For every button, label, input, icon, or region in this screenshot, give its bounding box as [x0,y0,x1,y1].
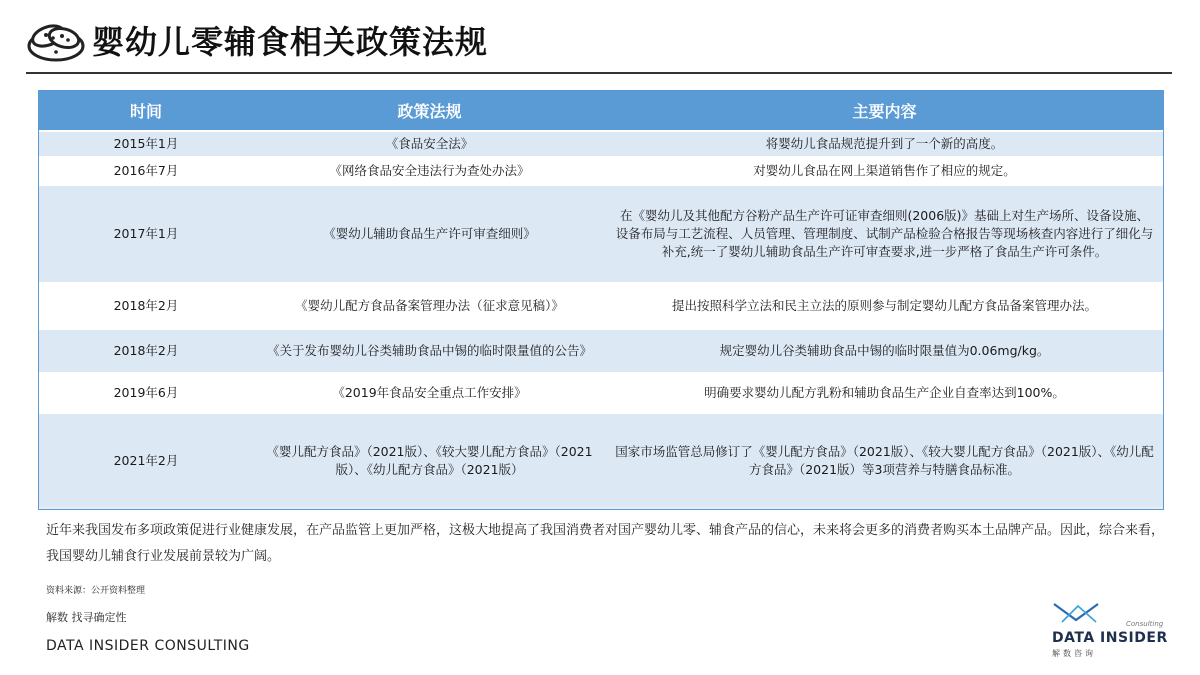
cookie-biscuit-icon [26,16,86,64]
policy-table [39,91,1163,507]
table-row [39,329,1163,373]
page-header [26,14,488,66]
table-row [39,157,1163,185]
title-divider [26,72,1172,74]
logo-cn-text: 解数咨询 [1052,649,1096,658]
cell-policy: 《婴幼儿辅助食品生产许可审查细则》 [253,185,606,283]
cell-time: 2021年2月 [39,413,253,507]
cell-content: 国家市场监管总局修订了《婴儿配方食品》（2021版）、《较大婴儿配方食品》（2021版）、《幼儿配方食品》（2021版）等3项营养与特膳食品标准。 [606,413,1163,507]
cell-content: 将婴幼儿食品规范提升到了一个新的高度。 [606,131,1163,157]
cell-time: 2017年1月 [39,185,253,283]
logo-consulting: Consulting [1126,620,1164,628]
cell-content: 在《婴幼儿及其他配方谷粉产品生产许可证审查细则(2006版)》基础上对生产场所、设备设施、设备布局与工艺流程、人员管理、管理制度、试制产品检验合格报告等现场核查内容进行了细化与补充,统一了婴幼儿辅助食品生产许可审查要求,进一步严格了食品生产许可条件。 [606,185,1163,283]
slogan-text: 解数 找寻确定性 [46,611,127,624]
cell-policy: 《关于发布婴幼儿谷类辅助食品中锡的临时限量值的公告》 [253,329,606,373]
table-row [39,131,1163,157]
table-row [39,185,1163,283]
table-row [39,413,1163,507]
data-insider-logo [1048,600,1168,662]
cell-policy: 《食品安全法》 [253,131,606,157]
logo-mark-icon [1052,600,1102,626]
table-row [39,283,1163,329]
table-header-row [39,91,1163,131]
header-time: 时间 [129,102,162,121]
cell-time: 2018年2月 [39,329,253,373]
policy-table-container [38,90,1164,510]
cell-content: 明确要求婴幼儿配方乳粉和辅助食品生产企业自查率达到100%。 [606,373,1163,413]
table-row [39,373,1163,413]
cell-policy: 《婴幼儿配方食品备案管理办法（征求意见稿）》 [253,283,606,329]
cell-policy: 《婴儿配方食品》（2021版）、《较大婴儿配方食品》（2021版）、《幼儿配方食品》（2021版） [253,413,606,507]
header-content: 主要内容 [852,102,917,121]
cell-time: 2015年1月 [39,131,253,157]
page-title: 婴幼儿零辅食相关政策法规 [92,23,489,61]
header-policy: 政策法规 [397,102,462,121]
cell-content: 对婴幼儿食品在网上渠道销售作了相应的规定。 [606,157,1163,185]
cell-time: 2016年7月 [39,157,253,185]
cell-time: 2019年6月 [39,373,253,413]
source-note: 资料来源：公开资料整理 [46,586,146,596]
cell-policy: 《2019年食品安全重点工作安排》 [253,373,606,413]
cell-content: 提出按照科学立法和民主立法的原则参与制定婴幼儿配方食品备案管理办法。 [606,283,1163,329]
cell-policy: 《网络食品安全违法行为查处办法》 [253,157,606,185]
cell-content: 规定婴幼儿谷类辅助食品中锡的临时限量值为0.06mg/kg。 [606,329,1163,373]
summary-paragraph: 近年来我国发布多项政策促进行业健康发展，在产品监管上更加严格，这极大地提高了我国消费者对国产婴幼儿零、辅食产品的信心，未来将会更多的消费者购买本土品牌产品。因此，综合来看，我国婴幼儿辅食行业发展前景较为广阔。 [46,523,1165,564]
cell-time: 2018年2月 [39,283,253,329]
logo-brand-text: DATA INSIDER [1052,630,1168,646]
company-name: DATA INSIDER CONSULTING [46,638,250,654]
